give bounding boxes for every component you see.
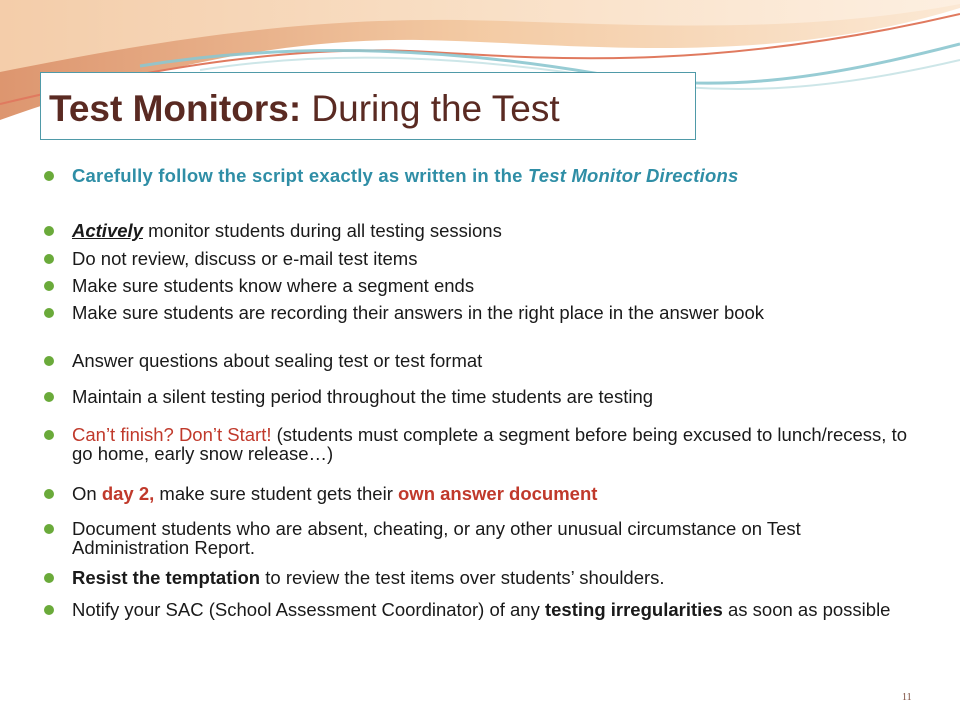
bullet-text: Carefully follow the script exactly as written in the	[72, 165, 523, 186]
bullet-text: to review the test items over students’ shoulders.	[265, 567, 665, 588]
slide-title	[49, 87, 560, 131]
bullet-recording-answers	[52, 303, 912, 322]
bullet-emphasis: Resist the temptation	[72, 567, 261, 588]
bullet-icon	[44, 281, 54, 291]
bullet-emphasis: Test Monitor Directions	[527, 165, 739, 186]
bullet-document-students	[52, 519, 912, 557]
bullet-icon	[44, 171, 54, 181]
bullet-text: make sure student gets their	[159, 483, 393, 504]
bullet-icon	[44, 308, 54, 318]
bullet-do-not-review	[52, 249, 912, 268]
bullet-icon	[44, 573, 54, 583]
bullet-icon	[44, 226, 54, 236]
bullet-emphasis: Actively	[72, 220, 143, 241]
bullet-alert: Can’t finish? Don’t Start!	[72, 424, 272, 445]
bullet-silent-period	[52, 387, 912, 406]
bullet-icon	[44, 605, 54, 615]
bullet-resist-temptation	[52, 568, 912, 587]
bullet-icon	[44, 254, 54, 264]
page-number: 11	[902, 692, 912, 703]
bullet-icon	[44, 430, 54, 440]
bullet-text: Answer questions about sealing test or test format	[72, 350, 483, 371]
bullet-text: On	[72, 483, 97, 504]
bullet-icon	[44, 392, 54, 402]
bullet-segment-ends	[52, 276, 912, 295]
bullet-follow-script	[52, 166, 912, 185]
bullet-text: Notify your SAC (School Assessment Coordinator) of any	[72, 599, 540, 620]
bullet-text: Document students who are absent, cheating, or any other unusual circumstance on Test Administration Report.	[72, 518, 801, 558]
bullet-text: as soon as possible	[727, 599, 891, 620]
bullet-text: Make sure students are recording their answers in the right place in the answer book	[72, 302, 765, 323]
title-main: Test Monitors:	[49, 88, 302, 129]
title-box	[40, 72, 696, 140]
bullet-alert: own answer document	[398, 483, 598, 504]
bullet-notify-sac	[52, 600, 912, 619]
bullet-text: Make sure students know where a segment ends	[72, 275, 475, 296]
bullet-emphasis: testing irregularities	[544, 599, 723, 620]
bullet-answer-questions	[52, 351, 912, 370]
bullet-icon	[44, 489, 54, 499]
bullet-icon	[44, 356, 54, 366]
bullet-text: Maintain a silent testing period throughout the time students are testing	[72, 386, 654, 407]
bullet-text: (students must complete a segment before being excused to lunch/recess, to go home, early snow release…)	[72, 424, 907, 464]
bullet-day-2	[52, 484, 912, 503]
bullet-actively-monitor	[52, 221, 912, 240]
bullet-text: monitor students during all testing sessions	[148, 220, 502, 241]
bullet-icon	[44, 524, 54, 534]
bullet-text: Do not review, discuss or e-mail test items	[72, 248, 418, 269]
bullet-alert: day 2,	[101, 483, 155, 504]
bullet-cant-finish	[52, 425, 912, 463]
title-sub: During the Test	[311, 88, 560, 129]
